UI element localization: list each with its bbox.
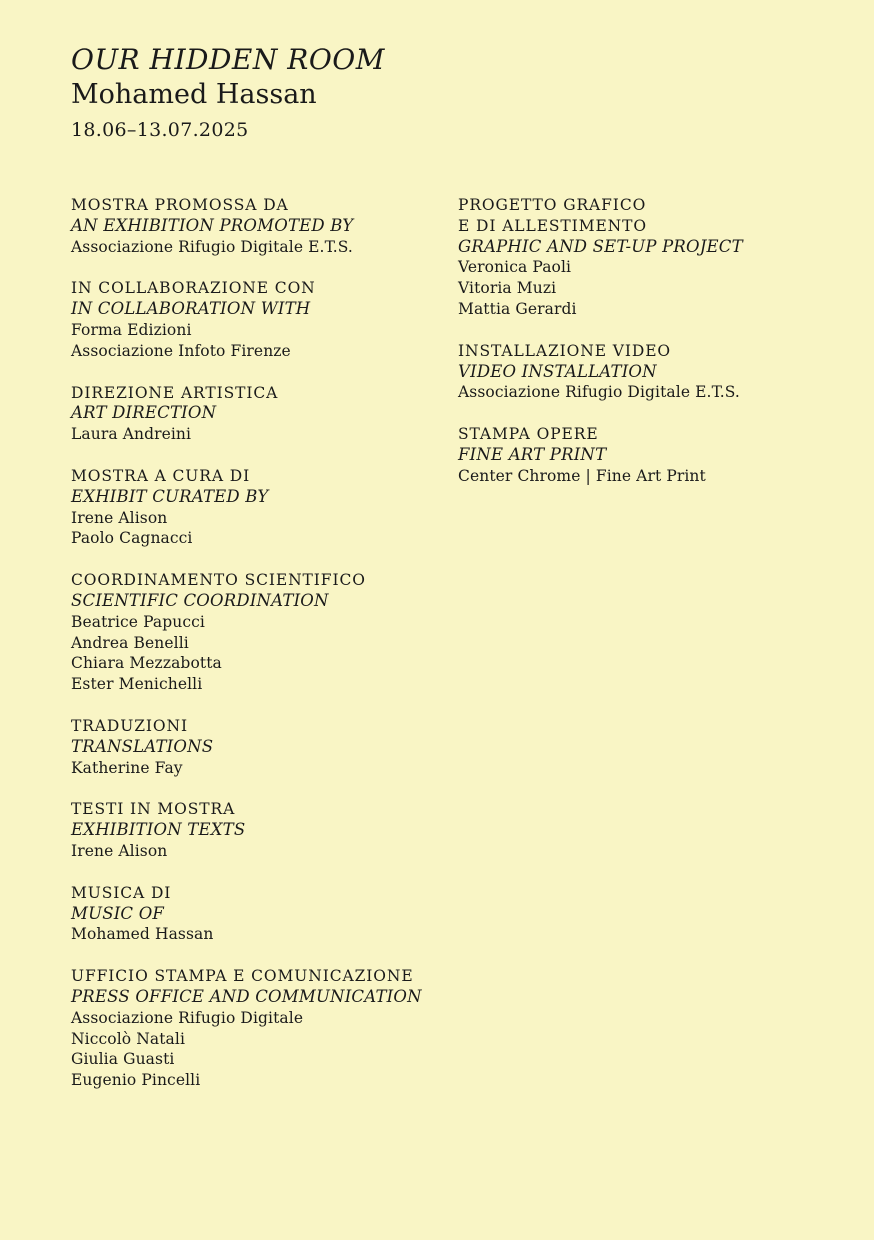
credit-role-en: IN COLLABORATION WITH bbox=[71, 299, 311, 319]
credit-role-en: FINE ART PRINT bbox=[458, 444, 607, 464]
credit-role-en: PRESS OFFICE AND COMMUNICATION bbox=[71, 986, 422, 1006]
credit-role-en: MUSIC OF bbox=[71, 903, 165, 923]
credit-section bbox=[458, 341, 858, 403]
credit-role-en: ART DIRECTION bbox=[71, 403, 217, 423]
credit-section bbox=[71, 883, 451, 945]
credit-section bbox=[458, 424, 858, 486]
credit-name: Veronica Paoli bbox=[458, 258, 572, 277]
credit-name: Associazione Rifugio Digitale E.T.S. bbox=[71, 237, 353, 256]
credit-role-it: UFFICIO STAMPA E COMUNICAZIONE bbox=[71, 967, 414, 986]
credit-name: Center Chrome | Fine Art Print bbox=[458, 466, 706, 485]
credit-role-it: E DI ALLESTIMENTO bbox=[458, 216, 647, 235]
credit-name: Eugenio Pincelli bbox=[71, 1071, 201, 1090]
credit-name: Forma Edizioni bbox=[71, 320, 192, 339]
credit-name: Beatrice Papucci bbox=[71, 612, 205, 631]
credit-name: Laura Andreini bbox=[71, 425, 192, 444]
credit-name: Irene Alison bbox=[71, 508, 168, 527]
artist-name: Mohamed Hassan bbox=[71, 79, 317, 110]
credit-name: Mohamed Hassan bbox=[71, 925, 214, 944]
credit-role-en: EXHIBIT CURATED BY bbox=[71, 486, 269, 506]
credit-name: Associazione Infoto Firenze bbox=[71, 341, 291, 360]
credit-name: Giulia Guasti bbox=[71, 1050, 175, 1069]
credit-section bbox=[71, 466, 451, 549]
credits-column-left bbox=[71, 195, 451, 1112]
credits-column-right bbox=[458, 195, 858, 508]
credit-role-it: PROGETTO GRAFICO bbox=[458, 196, 647, 214]
credit-role-it: COORDINAMENTO SCIENTIFICO bbox=[71, 571, 366, 590]
credit-name: Niccolò Natali bbox=[71, 1029, 186, 1048]
credit-role-it: INSTALLAZIONE VIDEO bbox=[458, 341, 672, 360]
credit-role-it: MOSTRA PROMOSSA DA bbox=[71, 196, 289, 214]
credit-section bbox=[71, 278, 451, 361]
credit-section bbox=[71, 716, 451, 778]
credit-section bbox=[71, 570, 451, 695]
exhibition-dates: 18.06–13.07.2025 bbox=[71, 119, 249, 141]
credit-name: Ester Menichelli bbox=[71, 675, 203, 694]
credit-name: Paolo Cagnacci bbox=[71, 529, 193, 548]
credit-name: Irene Alison bbox=[71, 841, 168, 860]
credit-section bbox=[71, 195, 451, 257]
exhibition-title: OUR HIDDEN ROOM bbox=[71, 43, 385, 76]
credit-name: Chiara Mezzabotta bbox=[71, 654, 222, 673]
credit-role-en: AN EXHIBITION PROMOTED BY bbox=[71, 215, 354, 235]
credit-section bbox=[71, 799, 451, 861]
page-header bbox=[71, 42, 385, 144]
credit-role-en: VIDEO INSTALLATION bbox=[458, 361, 657, 381]
credit-section bbox=[71, 383, 451, 445]
credit-name: Associazione Rifugio Digitale E.T.S. bbox=[458, 383, 740, 402]
credit-name: Katherine Fay bbox=[71, 758, 183, 777]
credit-role-it: MUSICA DI bbox=[71, 883, 172, 902]
credit-role-it: TRADUZIONI bbox=[71, 716, 188, 735]
credit-name: Andrea Benelli bbox=[71, 633, 189, 652]
credit-section bbox=[458, 195, 858, 320]
credit-name: Mattia Gerardi bbox=[458, 299, 577, 318]
credit-role-it: MOSTRA A CURA DI bbox=[71, 466, 251, 485]
credit-role-en: EXHIBITION TEXTS bbox=[71, 820, 246, 840]
credit-role-it: TESTI IN MOSTRA bbox=[71, 800, 236, 819]
credit-role-en: SCIENTIFIC COORDINATION bbox=[71, 590, 329, 610]
credit-name: Associazione Rifugio Digitale bbox=[71, 1008, 304, 1027]
credit-name: Vitoria Muzi bbox=[458, 279, 557, 298]
credit-role-it: DIREZIONE ARTISTICA bbox=[71, 383, 279, 402]
credit-role-en: TRANSLATIONS bbox=[71, 736, 214, 756]
credit-role-en: GRAPHIC AND SET-UP PROJECT bbox=[458, 236, 743, 256]
credit-role-it: IN COLLABORAZIONE CON bbox=[71, 279, 316, 298]
credit-section bbox=[71, 966, 451, 1091]
credit-role-it: STAMPA OPERE bbox=[458, 425, 599, 444]
